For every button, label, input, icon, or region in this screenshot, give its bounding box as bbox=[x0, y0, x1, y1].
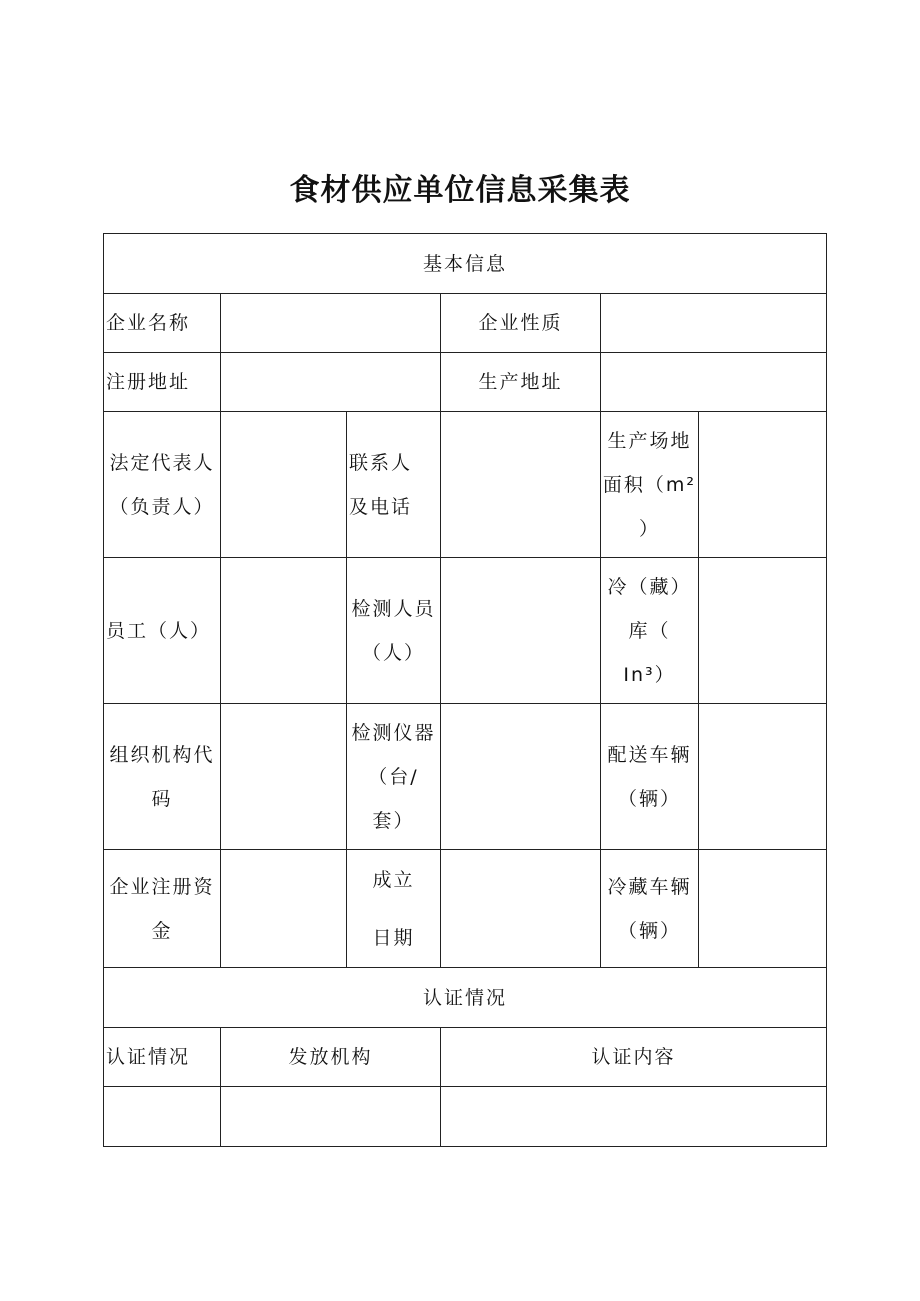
cert-col-content-label: 认证内容 bbox=[591, 1046, 676, 1068]
employees-label: 员工（人） bbox=[106, 619, 212, 642]
section-header-basic bbox=[104, 234, 827, 294]
instruments-label-line3: 套） bbox=[372, 809, 415, 832]
instruments-label-line2: （台/ bbox=[368, 765, 419, 788]
table-row bbox=[104, 1087, 827, 1147]
production-address-label: 生产地址 bbox=[478, 371, 563, 393]
established-label-line1: 成立 bbox=[372, 868, 415, 891]
company-name-field[interactable] bbox=[221, 294, 441, 353]
instruments-label-line1: 检测仪器 bbox=[351, 721, 436, 744]
cert-content-field[interactable] bbox=[441, 1087, 827, 1147]
registered-capital-label-line2: 金 bbox=[151, 919, 173, 942]
employees-field[interactable] bbox=[221, 558, 347, 704]
legal-rep-field[interactable] bbox=[221, 412, 347, 558]
established-label-cell bbox=[347, 850, 441, 968]
cold-storage-label-cell bbox=[601, 558, 699, 704]
page-title: 食材供应单位信息采集表 bbox=[289, 173, 631, 208]
cert-col-issuer-label: 发放机构 bbox=[288, 1046, 373, 1068]
company-type-label: 企业性质 bbox=[478, 312, 563, 334]
legal-rep-label-line1: 法定代表人 bbox=[109, 451, 215, 474]
section-basic-label: 基本信息 bbox=[423, 252, 508, 275]
cert-status-field[interactable] bbox=[104, 1087, 221, 1147]
site-area-label-line2: 面积（m² bbox=[602, 473, 697, 496]
instruments-label-cell bbox=[347, 704, 441, 850]
refrigerated-vehicles-field[interactable] bbox=[699, 850, 827, 968]
info-collection-table bbox=[103, 233, 827, 1147]
established-field[interactable] bbox=[441, 850, 601, 968]
delivery-vehicles-label-line2: （辆） bbox=[617, 787, 681, 810]
site-area-label-line3: ） bbox=[638, 517, 660, 540]
delivery-vehicles-label-line1: 配送车辆 bbox=[607, 743, 692, 766]
legal-rep-label-line2: （负责人） bbox=[109, 495, 215, 518]
contact-label-cell bbox=[347, 412, 441, 558]
inspectors-label-cell bbox=[347, 558, 441, 704]
org-code-label-line1: 组织机构代 bbox=[109, 743, 215, 766]
registered-capital-field[interactable] bbox=[221, 850, 347, 968]
cert-issuer-field[interactable] bbox=[221, 1087, 441, 1147]
contact-label-line1: 联系人 bbox=[349, 451, 413, 474]
registered-capital-label-line1: 企业注册资 bbox=[109, 875, 215, 898]
registered-capital-label-cell bbox=[104, 850, 221, 968]
refrigerated-vehicles-label-cell bbox=[601, 850, 699, 968]
company-type-field[interactable] bbox=[601, 294, 827, 353]
company-name-label: 企业名称 bbox=[106, 312, 191, 334]
delivery-vehicles-field[interactable] bbox=[699, 704, 827, 850]
employees-label-cell bbox=[104, 558, 221, 704]
cold-storage-label-line1: 冷（藏） bbox=[607, 575, 692, 598]
cold-storage-field[interactable] bbox=[699, 558, 827, 704]
cert-col-header-content bbox=[441, 1028, 827, 1087]
site-area-field[interactable] bbox=[699, 412, 827, 558]
site-area-label-cell bbox=[601, 412, 699, 558]
cold-storage-label-line2: 库（ bbox=[628, 619, 671, 642]
org-code-label-cell bbox=[104, 704, 221, 850]
site-area-label-line1: 生产场地 bbox=[607, 429, 692, 452]
established-label-line2: 日期 bbox=[372, 926, 415, 949]
contact-label-line2: 及电话 bbox=[349, 495, 413, 518]
cold-storage-label-line3: In³） bbox=[623, 663, 676, 686]
company-type-label-cell bbox=[441, 294, 601, 353]
section-header-certification bbox=[104, 968, 827, 1028]
inspectors-label-line1: 检测人员 bbox=[351, 597, 436, 620]
production-address-field[interactable] bbox=[601, 353, 827, 412]
org-code-field[interactable] bbox=[221, 704, 347, 850]
registered-address-label: 注册地址 bbox=[106, 371, 191, 393]
inspectors-field[interactable] bbox=[441, 558, 601, 704]
cert-col-header-issuer bbox=[221, 1028, 441, 1087]
section-certification-label: 认证情况 bbox=[423, 986, 508, 1009]
refrigerated-vehicles-label-line1: 冷藏车辆 bbox=[607, 875, 692, 898]
production-address-label-cell bbox=[441, 353, 601, 412]
contact-field[interactable] bbox=[441, 412, 601, 558]
legal-rep-label-cell bbox=[104, 412, 221, 558]
registered-address-label-cell bbox=[104, 353, 221, 412]
org-code-label-line2: 码 bbox=[151, 787, 173, 810]
registered-address-field[interactable] bbox=[221, 353, 441, 412]
inspectors-label-line2: （人） bbox=[361, 641, 425, 664]
refrigerated-vehicles-label-line2: （辆） bbox=[617, 919, 681, 942]
delivery-vehicles-label-cell bbox=[601, 704, 699, 850]
cert-col-header-status bbox=[104, 1028, 221, 1087]
company-name-label-cell bbox=[104, 294, 221, 353]
instruments-field[interactable] bbox=[441, 704, 601, 850]
cert-col-status-label: 认证情况 bbox=[106, 1046, 191, 1068]
